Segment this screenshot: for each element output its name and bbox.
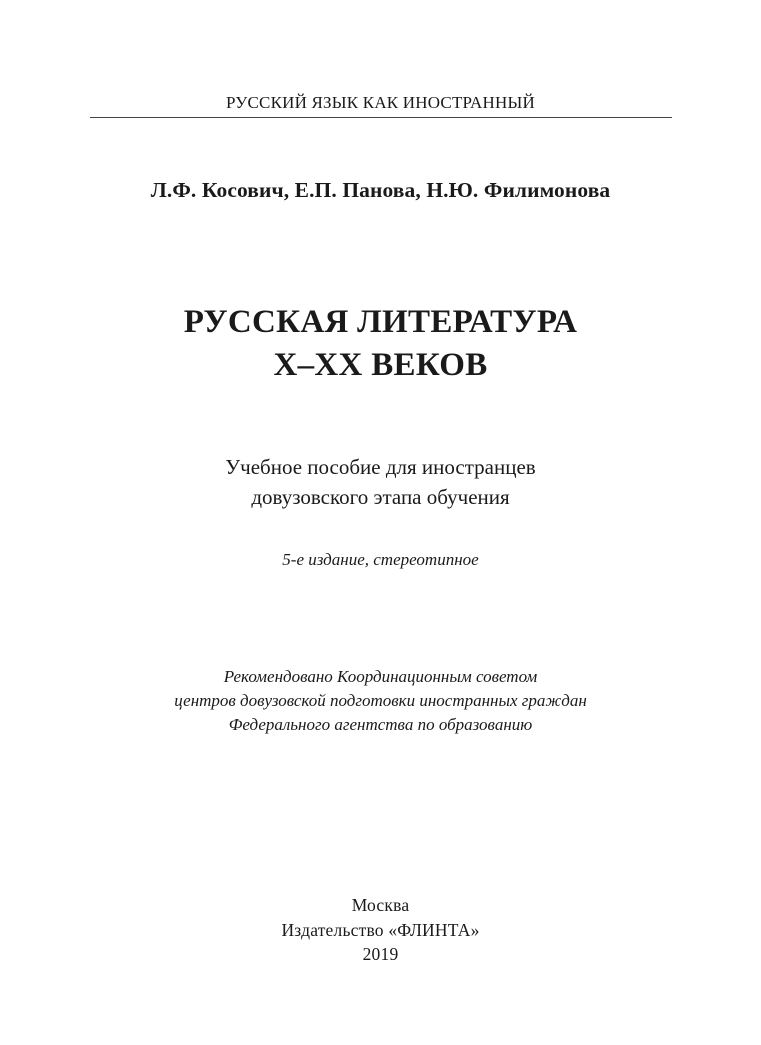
book-subtitle-line-2: довузовского этапа обучения: [251, 485, 510, 509]
recommendation-line-1: Рекомендовано Координационным советом: [223, 667, 538, 686]
imprint-publisher: Издательство «ФЛИНТА»: [281, 919, 480, 940]
book-subtitle: [0, 452, 761, 512]
book-title-line-2: X–XX ВЕКОВ: [273, 347, 488, 383]
imprint-year: 2019: [362, 944, 399, 964]
recommendation-line-2: центров довузовской подготовки иностранных граждан: [174, 691, 587, 710]
edition-note: 5-е издание, стереотипное: [282, 550, 479, 569]
book-title-line-1: РУССКАЯ ЛИТЕРАТУРА: [183, 304, 578, 340]
recommendation-line-3: Федерального агентства по образованию: [228, 715, 533, 734]
authors: Л.Ф. Косович, Е.П. Панова, Н.Ю. Филимонова: [150, 178, 611, 202]
series-divider: [90, 117, 672, 118]
imprint-city: Москва: [351, 895, 410, 915]
book-title: [0, 301, 761, 387]
book-subtitle-line-1: Учебное пособие для иностранцев: [225, 455, 536, 479]
imprint: [0, 893, 761, 967]
recommendation-note: [0, 665, 761, 737]
series-title: РУССКИЙ ЯЗЫК КАК ИНОСТРАННЫЙ: [226, 93, 535, 112]
